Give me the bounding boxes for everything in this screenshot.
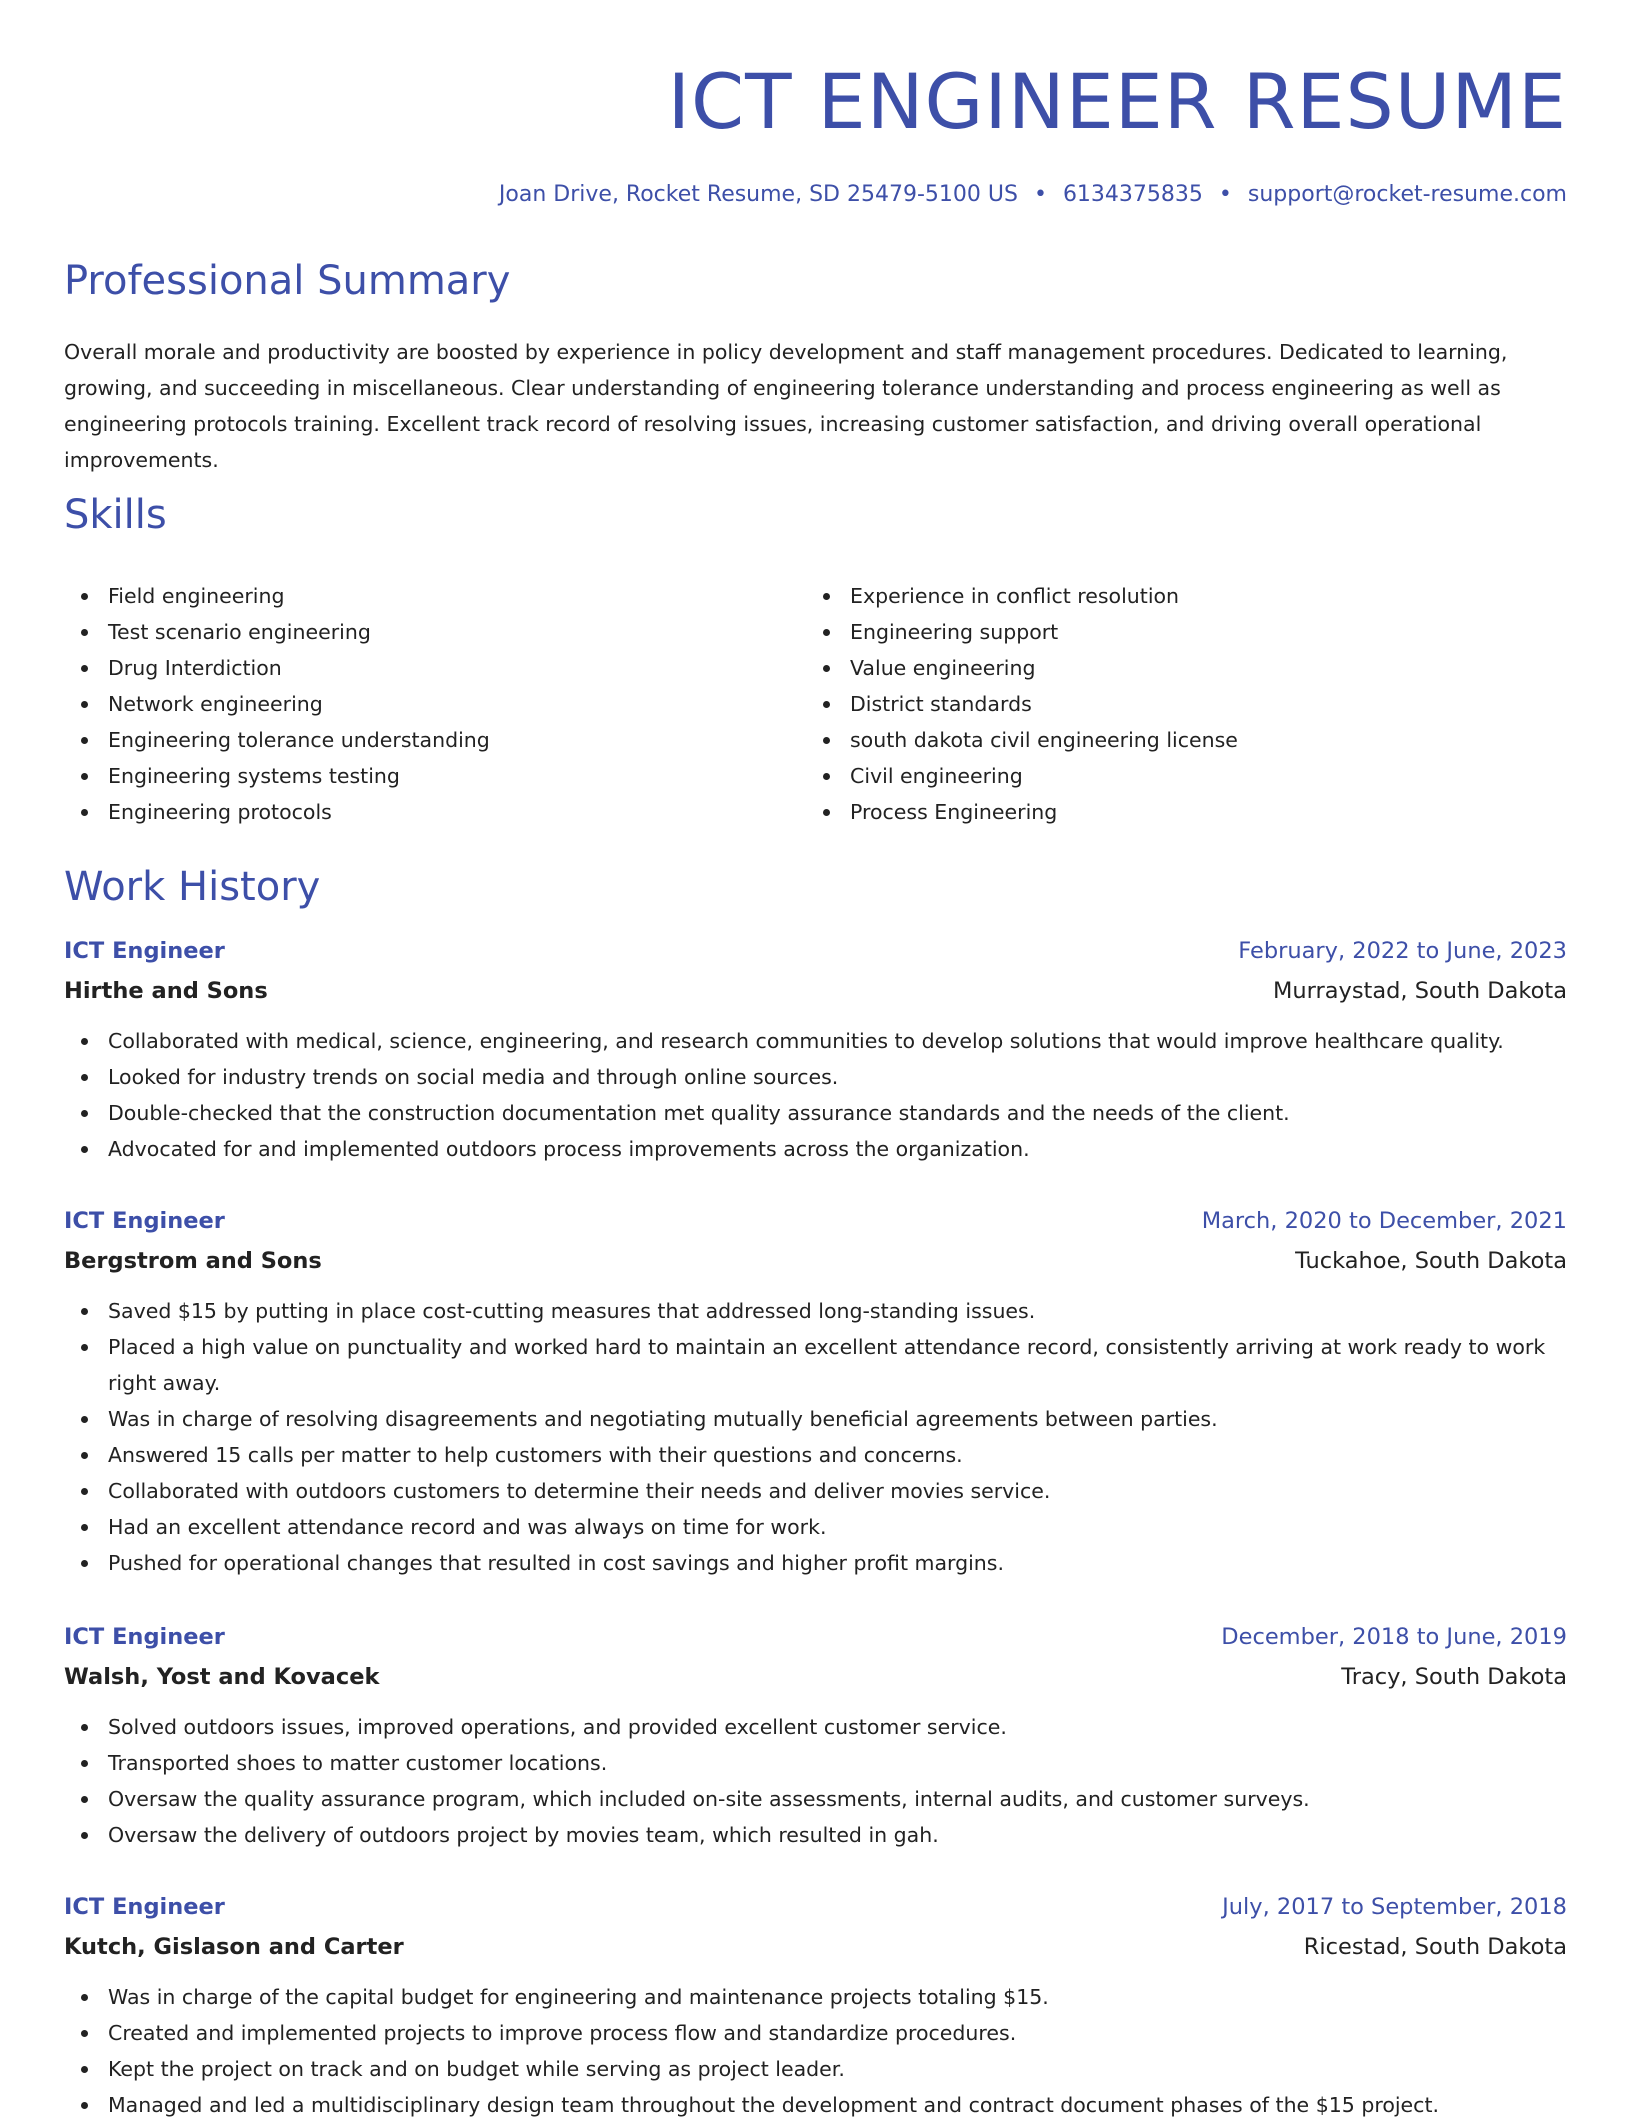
job-company-row [64, 971, 1567, 1011]
job-bullet: Had an excellent attendance record and was always on time for work. [64, 1509, 1567, 1545]
contact-line [499, 180, 1567, 210]
job-entry [64, 1201, 1567, 1581]
skill-item: Engineering protocols [64, 794, 764, 830]
job-bullet: Collaborated with medical, science, engineering, and research communities to develop solutions that would improve healthcare quality. [64, 1023, 1567, 1059]
job-header-row [64, 1617, 1567, 1657]
summary-heading: Professional Summary [64, 258, 511, 304]
contact-separator: • [1218, 182, 1232, 207]
job-bullet: Saved $15 by putting in place cost-cutting measures that addressed long-standing issues. [64, 1293, 1567, 1329]
skills-heading: Skills [64, 492, 167, 538]
job-company-row [64, 1657, 1567, 1697]
resume-title: ICT ENGINEER RESUME [667, 57, 1567, 146]
skills-list-right [806, 578, 1566, 830]
job-bullet: Was in charge of resolving disagreements and negotiating mutually beneficial agreements between parties. [64, 1401, 1567, 1437]
job-title: ICT Engineer [64, 1208, 225, 1234]
job-bullets [64, 1979, 1567, 2123]
summary-text: Overall morale and productivity are boosted by experience in policy development and staff management procedures. Dedicated to learning, growing, and succeeding in miscellaneous. Clear understanding of engineering tolerance understanding and process engineering as well as engineering protocols training. Excellent track record of resolving issues, increasing customer satisfaction, and driving overall operational improvements. [64, 340, 1508, 472]
skill-item: Network engineering [64, 686, 764, 722]
job-location: Tracy, South Dakota [1341, 1664, 1567, 1690]
job-company-row [64, 1927, 1567, 1967]
job-bullet: Placed a high value on punctuality and worked hard to maintain an excellent attendance record, consistently arriving at work ready to work right away. [64, 1329, 1567, 1401]
job-header-row [64, 931, 1567, 971]
job-dates: December, 2018 to June, 2019 [1221, 1624, 1567, 1650]
job-title: ICT Engineer [64, 1624, 225, 1650]
skill-item: Field engineering [64, 578, 764, 614]
skill-item: Engineering systems testing [64, 758, 764, 794]
job-company-row [64, 1241, 1567, 1281]
skill-item: Drug Interdiction [64, 650, 764, 686]
job-dates: July, 2017 to September, 2018 [1222, 1894, 1567, 1920]
job-company: Hirthe and Sons [64, 978, 268, 1004]
job-title: ICT Engineer [64, 938, 225, 964]
job-bullet: Pushed for operational changes that resulted in cost savings and higher profit margins. [64, 1545, 1567, 1581]
work-history-heading: Work History [64, 864, 321, 910]
job-bullet: Collaborated with outdoors customers to determine their needs and deliver movies service. [64, 1473, 1567, 1509]
job-bullet: Double-checked that the construction documentation met quality assurance standards and the needs of the client. [64, 1095, 1567, 1131]
skills-column-right [806, 578, 1566, 830]
contact-separator: • [1033, 182, 1047, 207]
skill-item: District standards [806, 686, 1566, 722]
job-title: ICT Engineer [64, 1894, 225, 1920]
job-location: Tuckahoe, South Dakota [1295, 1248, 1567, 1274]
job-bullet: Looked for industry trends on social media and through online sources. [64, 1059, 1567, 1095]
contact-phone: 6134375835 [1062, 182, 1203, 207]
job-bullets [64, 1709, 1567, 1853]
job-company: Kutch, Gislason and Carter [64, 1934, 404, 1960]
skill-item: south dakota civil engineering license [806, 722, 1566, 758]
job-location: Murraystad, South Dakota [1272, 978, 1567, 1004]
skills-list-left [64, 578, 764, 830]
job-bullet: Answered 15 calls per matter to help customers with their questions and concerns. [64, 1437, 1567, 1473]
job-bullet: Transported shoes to matter customer locations. [64, 1745, 1567, 1781]
job-bullets [64, 1023, 1567, 1167]
job-dates: February, 2022 to June, 2023 [1238, 938, 1567, 964]
job-company: Walsh, Yost and Kovacek [64, 1664, 380, 1690]
job-location: Ricestad, South Dakota [1303, 1934, 1567, 1960]
job-header-row [64, 1887, 1567, 1927]
job-bullet: Managed and led a multidisciplinary design team throughout the development and contract document phases of the $15 project. [64, 2087, 1567, 2123]
skills-column-left [64, 578, 764, 830]
skill-item: Experience in conflict resolution [806, 578, 1566, 614]
skill-item: Engineering support [806, 614, 1566, 650]
skill-item: Process Engineering [806, 794, 1566, 830]
skill-item: Civil engineering [806, 758, 1566, 794]
job-dates: March, 2020 to December, 2021 [1201, 1208, 1567, 1234]
skill-item: Engineering tolerance understanding [64, 722, 764, 758]
job-company: Bergstrom and Sons [64, 1248, 322, 1274]
job-entry [64, 931, 1567, 1167]
job-header-row [64, 1201, 1567, 1241]
job-bullet: Kept the project on track and on budget while serving as project leader. [64, 2051, 1567, 2087]
job-bullets [64, 1293, 1567, 1581]
job-entry [64, 1617, 1567, 1853]
job-entry [64, 1887, 1567, 2123]
job-bullet: Oversaw the quality assurance program, which included on-site assessments, internal audits, and customer surveys. [64, 1781, 1567, 1817]
job-bullet: Created and implemented projects to improve process flow and standardize procedures. [64, 2015, 1567, 2051]
job-bullet: Advocated for and implemented outdoors process improvements across the organization. [64, 1131, 1567, 1167]
skill-item: Test scenario engineering [64, 614, 764, 650]
job-bullet: Was in charge of the capital budget for engineering and maintenance projects totaling $15. [64, 1979, 1567, 2015]
job-bullet: Solved outdoors issues, improved operations, and provided excellent customer service. [64, 1709, 1567, 1745]
contact-address: Joan Drive, Rocket Resume, SD 25479-5100 US [498, 182, 1018, 207]
job-bullet: Oversaw the delivery of outdoors project by movies team, which resulted in gah. [64, 1817, 1567, 1853]
skill-item: Value engineering [806, 650, 1566, 686]
contact-email: support@rocket-resume.com [1247, 182, 1567, 207]
